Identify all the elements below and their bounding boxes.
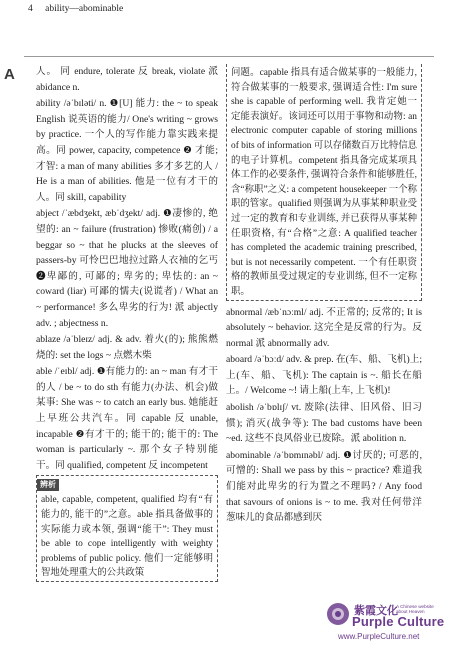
header-rule — [24, 56, 434, 57]
running-head: ability—abominable — [45, 4, 124, 14]
letter-tab: A — [4, 66, 15, 83]
purple-culture-logo-icon — [326, 602, 350, 626]
brand-name-cn: 紫霞文化 — [354, 604, 398, 617]
usage-note-tag: 辨析 — [37, 479, 59, 491]
purple-culture-watermark — [326, 600, 446, 646]
brand-name-en: Purple Culture — [352, 614, 445, 629]
running-header — [28, 4, 428, 16]
usage-note-text: able, capable, competent, qualified 均有“有能力的, 能干的”之意。able 指具备做事的实际能力或本领, 强调“能干”: They must be able to cope intelligently with weighty problems of public policy. 他们一定能够明智地处理重大的公共政策 — [41, 495, 213, 579]
page-number: 4 — [28, 4, 33, 14]
entry-ability: ability /əˈbɪləti/ n. ❶[U] 能力: the ~ to speak English 说英语的能力/ One's writing ~ grows by practice. 一个人的写作能力靠实践来提高。同 power, capacity, competence ❷ 才能; 才智: a man of many abilities 多才多艺的人 / He is a man of abilities. 他是一位有才干的人。同 skill, capability — [36, 98, 221, 203]
entry-able: able /ˈeɪbl/ adj. ❶有能力的: an ~ man 有才干的人 / be ~ to do sth 有能力(办法、机会)做某事: She was ~ to catch an early bus. 她能赶上早班公共汽车。同 capable 反 unable, incapable ❷有才干的; 能干的; 能干的: The woman is particularly ~. 那个女子特别能干。同 qualified, competent 反 incompetent — [36, 366, 221, 471]
entry-aboard: aboard /əˈbɔːd/ adv. & prep. 在(车、船、飞机)上; 上(车、船、飞机): The captain is ~. 船长在船上。/ Welcome ~! 请上船(上车, 上飞机)! — [226, 354, 425, 397]
brand-url: www.PurpleCulture.net — [338, 632, 420, 641]
entry-abolish: abolish /əˈbɒlɪʃ/ vt. 废除(法律、旧风俗、旧习惯); 消灭(战争等): The bad customs have been ~ed. 这些不良风俗业已废除。派 abolition n. — [226, 402, 425, 445]
usage-note-box — [36, 475, 218, 582]
usage-note-continued: 问题。capable 指具有适合做某事的一般能力, 符合做某事的一般要求, 强调适合性: I'm sure she is capable of performing well. 我肯定她一定能表演好。该词还可以用于事物和动物: an electronic computer capable of storing millions of bits of information 可以存储数百万比特信息的电子计算机。competent 指具备完成某项具体工作的必要条件, 强调符合条件和能够胜任, 含“称职”之义: a competent housekeeper 一个称职的管家。qualified 则强调为从事某种职业受过一定的教育和专业训练, 并已获得从事某种任职资格, 有“合格”之意: A qualified teacher has completed the academic training prescribed, but is not necessarily competent. 一个有任职资格的教师虽受过规定的专业训练, 但不一定称职。 — [226, 64, 422, 301]
entry-abject: abject /ˈæbdʒekt, æbˈdʒekt/ adj. ❶凄惨的, 绝望的: an ~ failure (frustration) 惨败(痛创) / a beggar so ~ that he plucks at the sleeves of passers-by 可怜巴巴地拉过路人衣袖的乞丐 ❷卑鄙的, 可鄙的; 卑劣的; 卑怯的: an ~ coward (liar) 可鄙的懦夫(说谎者) / What an ~ performance! 多么卑劣的行为! 派 abjectly adv. ; abjectness n. — [36, 208, 221, 329]
entry-abnormal: abnormal /æbˈnɔːml/ adj. 不正常的; 反常的; It is absolutely ~ behavior. 这完全是反常的行为。反 normal 派 abnormally adv. — [226, 306, 425, 349]
entry-endure-fragment: 人。 同 endure, tolerate 反 break, violate 派 abidance n. — [36, 66, 221, 93]
brand-tagline: A Chinese website about Heaven — [396, 604, 434, 614]
entry-ablaze: ablaze /əˈbleɪz/ adj. & adv. 着火(的); 熊熊燃烧的: set the logs ~ 点燃木柴 — [36, 334, 218, 361]
right-column — [226, 64, 425, 644]
entry-abominable: abominable /əˈbɒmɪnəbl/ adj. ❶讨厌的; 可恶的, 可憎的: Shall we pass by this ~ practice? 难道我们能对此卑劣的行为置之不理吗? / Any food that savours of onions is ~ to me. 我对任何带洋葱味儿的食品都感到厌 — [226, 449, 425, 524]
left-column — [36, 64, 221, 644]
